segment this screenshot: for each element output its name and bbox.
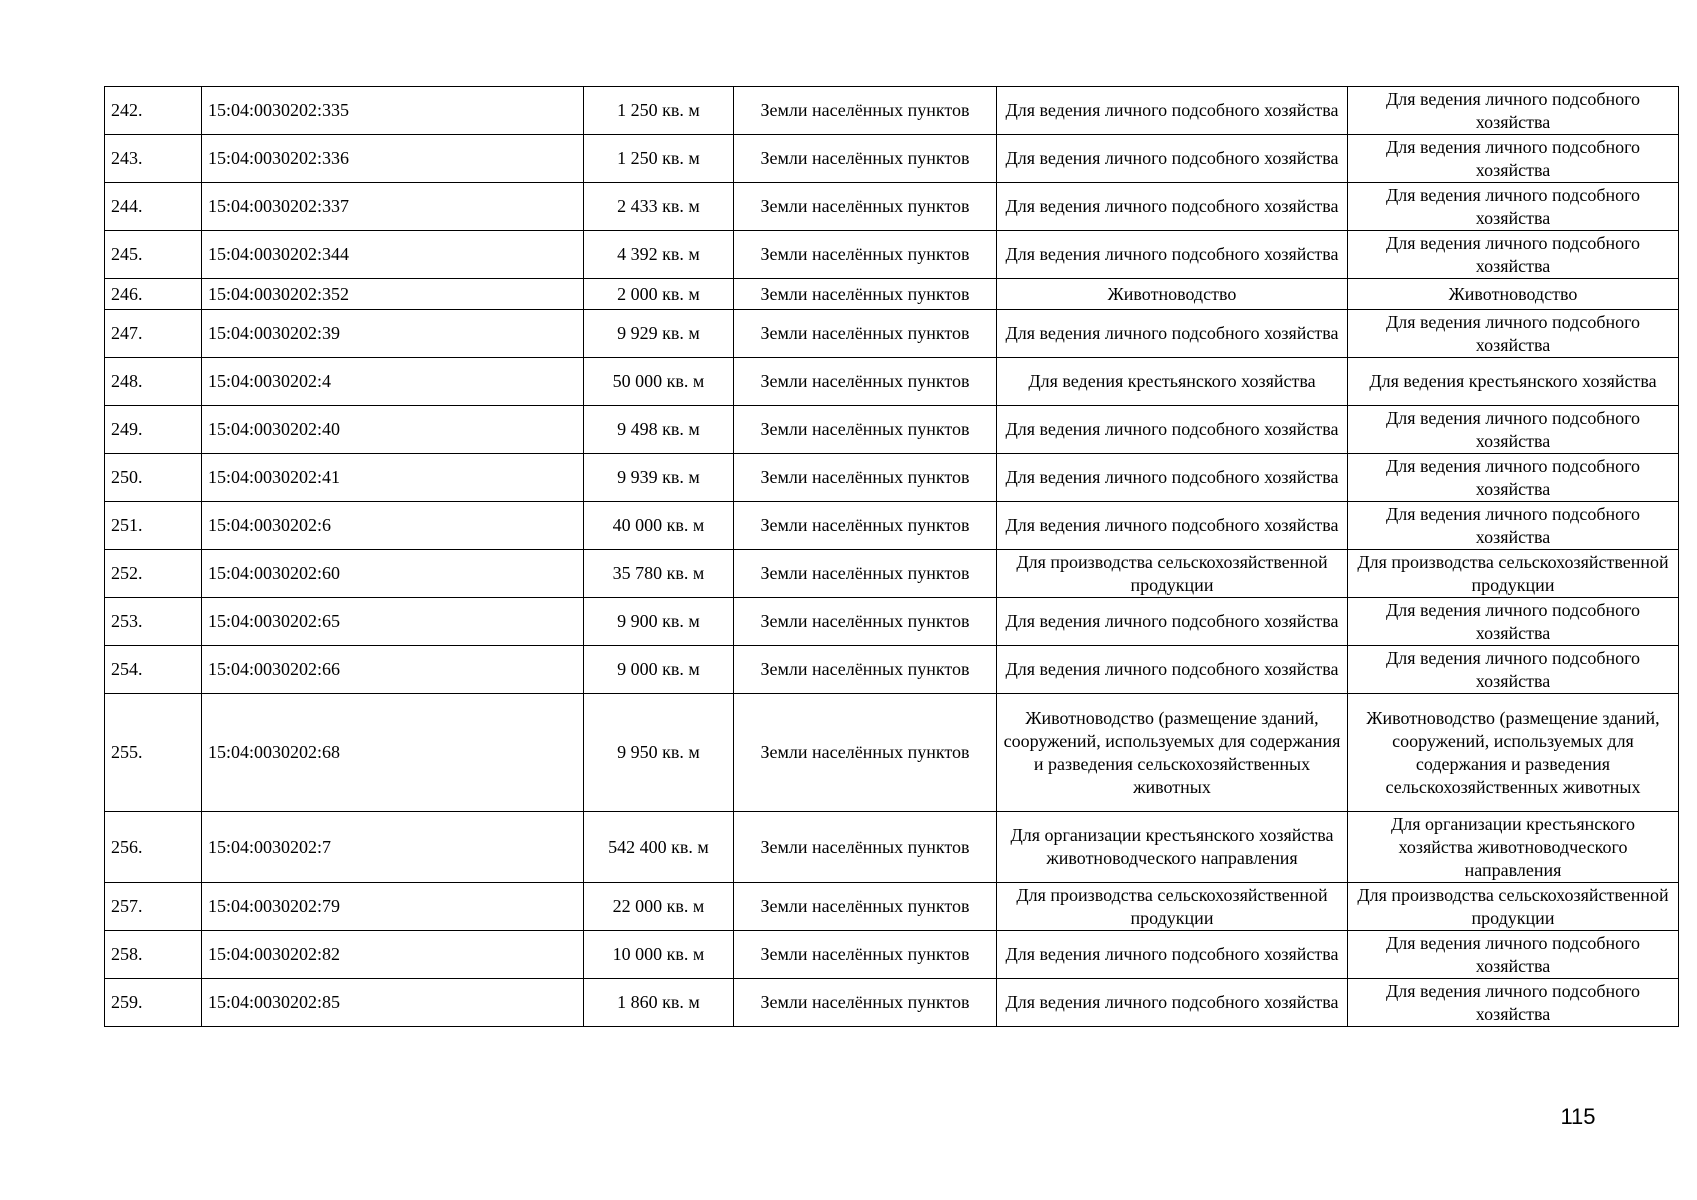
plot-area-cell: 50 000 кв. м (584, 358, 734, 406)
permitted-use-cell: Для производства сельскохозяйственной продукции (997, 550, 1348, 598)
cadastral-number-cell: 15:04:0030202:337 (202, 183, 584, 231)
row-number-cell: 247. (105, 310, 202, 358)
land-category-cell: Земли населённых пунктов (734, 279, 997, 310)
permitted-use-registry-cell: Для ведения личного подсобного хозяйства (1348, 931, 1679, 979)
row-number-cell: 256. (105, 812, 202, 883)
cadastral-number-cell: 15:04:0030202:40 (202, 406, 584, 454)
land-category-cell: Земли населённых пунктов (734, 646, 997, 694)
cadastral-number-cell: 15:04:0030202:7 (202, 812, 584, 883)
cadastral-number-cell: 15:04:0030202:41 (202, 454, 584, 502)
table-row (105, 358, 1679, 406)
permitted-use-cell: Для ведения личного подсобного хозяйства (997, 183, 1348, 231)
row-number-cell: 254. (105, 646, 202, 694)
plot-area-cell: 9 929 кв. м (584, 310, 734, 358)
plot-area-cell: 35 780 кв. м (584, 550, 734, 598)
row-number-cell: 246. (105, 279, 202, 310)
row-number-cell: 245. (105, 231, 202, 279)
table-row (105, 883, 1679, 931)
table-row (105, 406, 1679, 454)
plot-area-cell: 1 250 кв. м (584, 135, 734, 183)
cadastral-number-cell: 15:04:0030202:60 (202, 550, 584, 598)
permitted-use-cell: Для ведения личного подсобного хозяйства (997, 310, 1348, 358)
permitted-use-registry-cell: Для ведения личного подсобного хозяйства (1348, 87, 1679, 135)
land-category-cell: Земли населённых пунктов (734, 135, 997, 183)
plot-area-cell: 10 000 кв. м (584, 931, 734, 979)
permitted-use-cell: Для ведения личного подсобного хозяйства (997, 979, 1348, 1027)
permitted-use-registry-cell: Для производства сельскохозяйственной продукции (1348, 883, 1679, 931)
table-row (105, 598, 1679, 646)
permitted-use-registry-cell: Для ведения личного подсобного хозяйства (1348, 406, 1679, 454)
permitted-use-registry-cell: Для ведения личного подсобного хозяйства (1348, 502, 1679, 550)
cadastral-number-cell: 15:04:0030202:85 (202, 979, 584, 1027)
land-category-cell: Земли населённых пунктов (734, 979, 997, 1027)
plot-area-cell: 22 000 кв. м (584, 883, 734, 931)
land-category-cell: Земли населённых пунктов (734, 310, 997, 358)
plot-area-cell: 9 939 кв. м (584, 454, 734, 502)
permitted-use-cell: Для ведения личного подсобного хозяйства (997, 454, 1348, 502)
row-number-cell: 255. (105, 694, 202, 812)
land-category-cell: Земли населённых пунктов (734, 183, 997, 231)
table-row (105, 502, 1679, 550)
plot-area-cell: 4 392 кв. м (584, 231, 734, 279)
land-category-cell: Земли населённых пунктов (734, 231, 997, 279)
table-row (105, 550, 1679, 598)
cadastral-number-cell: 15:04:0030202:79 (202, 883, 584, 931)
permitted-use-registry-cell: Для ведения личного подсобного хозяйства (1348, 979, 1679, 1027)
permitted-use-registry-cell: Для организации крестьянского хозяйства животноводческого направления (1348, 812, 1679, 883)
table-row (105, 231, 1679, 279)
table-row (105, 931, 1679, 979)
row-number-cell: 244. (105, 183, 202, 231)
land-category-cell: Земли населённых пунктов (734, 358, 997, 406)
permitted-use-registry-cell: Животноводство (размещение зданий, сооружений, используемых для содержания и разведения сельскохозяйственных животных (1348, 694, 1679, 812)
plot-area-cell: 9 900 кв. м (584, 598, 734, 646)
permitted-use-registry-cell: Для производства сельскохозяйственной продукции (1348, 550, 1679, 598)
plot-area-cell: 542 400 кв. м (584, 812, 734, 883)
land-category-cell: Земли населённых пунктов (734, 87, 997, 135)
permitted-use-cell: Для организации крестьянского хозяйства животноводческого направления (997, 812, 1348, 883)
row-number-cell: 253. (105, 598, 202, 646)
permitted-use-cell: Для ведения личного подсобного хозяйства (997, 406, 1348, 454)
table-row (105, 279, 1679, 310)
table-row (105, 183, 1679, 231)
row-number-cell: 251. (105, 502, 202, 550)
table-row (105, 310, 1679, 358)
land-plots-table (104, 86, 1679, 1027)
table-body (105, 87, 1679, 1027)
cadastral-number-cell: 15:04:0030202:68 (202, 694, 584, 812)
land-category-cell: Земли населённых пунктов (734, 550, 997, 598)
row-number-cell: 250. (105, 454, 202, 502)
table-row (105, 694, 1679, 812)
land-category-cell: Земли населённых пунктов (734, 502, 997, 550)
permitted-use-registry-cell: Для ведения личного подсобного хозяйства (1348, 135, 1679, 183)
land-category-cell: Земли населённых пунктов (734, 406, 997, 454)
cadastral-number-cell: 15:04:0030202:66 (202, 646, 584, 694)
land-category-cell: Земли населённых пунктов (734, 694, 997, 812)
row-number-cell: 257. (105, 883, 202, 931)
row-number-cell: 242. (105, 87, 202, 135)
cadastral-number-cell: 15:04:0030202:336 (202, 135, 584, 183)
permitted-use-registry-cell: Для ведения личного подсобного хозяйства (1348, 646, 1679, 694)
cadastral-number-cell: 15:04:0030202:4 (202, 358, 584, 406)
permitted-use-registry-cell: Для ведения личного подсобного хозяйства (1348, 310, 1679, 358)
table-row (105, 812, 1679, 883)
table-row (105, 135, 1679, 183)
row-number-cell: 259. (105, 979, 202, 1027)
page-number: 115 (1560, 1104, 1596, 1129)
cadastral-number-cell: 15:04:0030202:65 (202, 598, 584, 646)
permitted-use-cell: Животноводство (997, 279, 1348, 310)
land-category-cell: Земли населённых пунктов (734, 812, 997, 883)
permitted-use-cell: Для производства сельскохозяйственной продукции (997, 883, 1348, 931)
cadastral-number-cell: 15:04:0030202:6 (202, 502, 584, 550)
permitted-use-cell: Для ведения личного подсобного хозяйства (997, 87, 1348, 135)
cadastral-number-cell: 15:04:0030202:82 (202, 931, 584, 979)
permitted-use-registry-cell: Для ведения личного подсобного хозяйства (1348, 231, 1679, 279)
land-category-cell: Земли населённых пунктов (734, 598, 997, 646)
permitted-use-registry-cell: Для ведения личного подсобного хозяйства (1348, 454, 1679, 502)
plot-area-cell: 9 950 кв. м (584, 694, 734, 812)
row-number-cell: 248. (105, 358, 202, 406)
land-category-cell: Земли населённых пунктов (734, 883, 997, 931)
table-row (105, 979, 1679, 1027)
permitted-use-cell: Для ведения крестьянского хозяйства (997, 358, 1348, 406)
plot-area-cell: 1 250 кв. м (584, 87, 734, 135)
row-number-cell: 249. (105, 406, 202, 454)
permitted-use-cell: Животноводство (размещение зданий, сооружений, используемых для содержания и разведения сельскохозяйственных животных (997, 694, 1348, 812)
permitted-use-registry-cell: Для ведения личного подсобного хозяйства (1348, 183, 1679, 231)
cadastral-number-cell: 15:04:0030202:39 (202, 310, 584, 358)
plot-area-cell: 40 000 кв. м (584, 502, 734, 550)
permitted-use-cell: Для ведения личного подсобного хозяйства (997, 135, 1348, 183)
permitted-use-cell: Для ведения личного подсобного хозяйства (997, 598, 1348, 646)
permitted-use-cell: Для ведения личного подсобного хозяйства (997, 931, 1348, 979)
plot-area-cell: 9 498 кв. м (584, 406, 734, 454)
plot-area-cell: 1 860 кв. м (584, 979, 734, 1027)
cadastral-number-cell: 15:04:0030202:344 (202, 231, 584, 279)
permitted-use-registry-cell: Для ведения крестьянского хозяйства (1348, 358, 1679, 406)
permitted-use-registry-cell: Для ведения личного подсобного хозяйства (1348, 598, 1679, 646)
permitted-use-registry-cell: Животноводство (1348, 279, 1679, 310)
permitted-use-cell: Для ведения личного подсобного хозяйства (997, 231, 1348, 279)
cadastral-number-cell: 15:04:0030202:352 (202, 279, 584, 310)
plot-area-cell: 2 433 кв. м (584, 183, 734, 231)
permitted-use-cell: Для ведения личного подсобного хозяйства (997, 502, 1348, 550)
plot-area-cell: 2 000 кв. м (584, 279, 734, 310)
row-number-cell: 243. (105, 135, 202, 183)
land-category-cell: Земли населённых пунктов (734, 454, 997, 502)
cadastral-number-cell: 15:04:0030202:335 (202, 87, 584, 135)
table-row (105, 87, 1679, 135)
table-row (105, 454, 1679, 502)
permitted-use-cell: Для ведения личного подсобного хозяйства (997, 646, 1348, 694)
land-category-cell: Земли населённых пунктов (734, 931, 997, 979)
table-row (105, 646, 1679, 694)
row-number-cell: 252. (105, 550, 202, 598)
plot-area-cell: 9 000 кв. м (584, 646, 734, 694)
row-number-cell: 258. (105, 931, 202, 979)
